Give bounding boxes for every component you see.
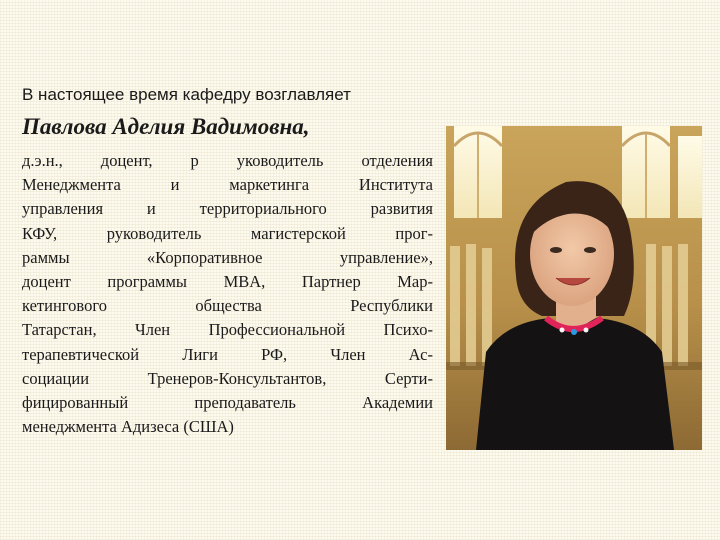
description-line: социации Тренеров-Консультантов, Серти- — [22, 368, 433, 388]
description-line: терапевтической Лиги РФ, Член Ас- — [22, 344, 433, 364]
description-line: доцент программы MBA, Партнер Мар- — [22, 271, 433, 291]
description-line: Менеджмента и маркетинга Института — [22, 175, 433, 195]
person-name: Павлова Аделия Вадимовна, — [22, 114, 310, 139]
description — [22, 149, 433, 439]
description-line: Татарстан, Член Профессиональной Психо- — [22, 320, 433, 340]
description-line: д.э.н., доцент, р уководитель отделения — [22, 151, 433, 170]
description-line: раммы «Корпоративное управление», — [22, 247, 433, 267]
description-line: КФУ, руководитель магистерской прог- — [22, 223, 433, 243]
description-line: фицированный преподаватель Академии — [22, 392, 433, 412]
intro-text: В настоящее время кафедру возглавляет — [22, 85, 351, 104]
description-line: управления и территориального развития — [22, 199, 433, 219]
description-line: менеджмента Адизеса (США) — [22, 417, 234, 437]
portrait-photo — [446, 126, 702, 450]
description-line: кетингового общества Республики — [22, 296, 433, 316]
